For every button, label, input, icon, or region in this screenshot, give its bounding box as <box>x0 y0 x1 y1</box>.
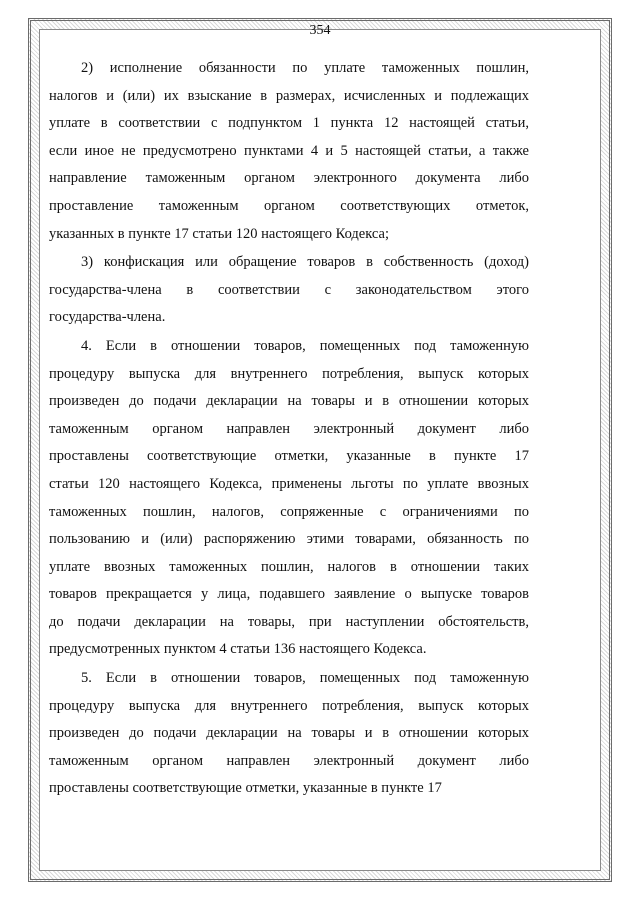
text-line: таможенных пошлин, налогов, сопряженные с ограничениями по <box>49 503 529 520</box>
text-line: проставлены соответствующие отметки, указанные в пункте 17 <box>49 780 442 797</box>
page-number: 354 <box>309 23 331 38</box>
paragraph-p3 <box>49 249 529 332</box>
text-line: уплате ввозных таможенных пошлин, налогов в отношении таких <box>49 558 529 575</box>
paragraph-p4 <box>49 333 529 664</box>
document-body <box>49 55 529 803</box>
text-line: процедуру выпуска для внутреннего потребления, выпуск которых <box>49 697 529 714</box>
text-line: указанных в пункте 17 статьи 120 настоящего Кодекса; <box>49 225 389 242</box>
text-line: государства-члена. <box>49 309 166 326</box>
paragraph-p2 <box>49 55 529 248</box>
text-line: государства-члена в соответствии с законодательством этого <box>49 281 529 298</box>
text-line: проставлены соответствующие отметки, указанные в пункте 17 <box>49 448 529 465</box>
text-line: таможенным органом направлен электронный документ либо <box>49 420 529 437</box>
text-line: произведен до подачи декларации на товары и в отношении которых <box>49 725 529 742</box>
text-line: предусмотренных пунктом 4 статьи 136 настоящего Кодекса. <box>49 641 427 658</box>
text-line: уплате в соответствии с подпунктом 1 пункта 12 настоящей статьи, <box>49 115 529 132</box>
text-line: пользованию и (или) распоряжению этими товарами, обязанность по <box>49 531 529 548</box>
text-line: товаров прекращается у лица, подавшего заявление о выпуске товаров <box>49 586 529 603</box>
text-line: таможенным органом направлен электронный документ либо <box>49 752 529 769</box>
text-line: налогов и (или) их взыскание в размерах, исчисленных и подлежащих <box>49 87 529 104</box>
text-line: 5. Если в отношении товаров, помещенных под таможенную <box>81 670 529 687</box>
text-line: статьи 120 настоящего Кодекса, применены льготы по уплате ввозных <box>49 475 529 492</box>
text-line: до подачи декларации на товары, при наступлении обстоятельств, <box>49 613 529 630</box>
text-line: 2) исполнение обязанности по уплате таможенных пошлин, <box>81 60 529 76</box>
text-line: 4. Если в отношении товаров, помещенных под таможенную <box>81 337 529 354</box>
paragraph-p5 <box>49 665 529 803</box>
text-line: процедуру выпуска для внутреннего потребления, выпуск которых <box>49 365 529 382</box>
text-line: направление таможенным органом электронного документа либо <box>49 170 529 187</box>
text-line: проставление таможенным органом соответствующих отметок, <box>49 197 529 214</box>
text-line: 3) конфискация или обращение товаров в собственность (доход) <box>81 254 529 271</box>
text-line: если иное не предусмотрено пунктами 4 и 5 настоящей статьи, а также <box>49 142 529 159</box>
text-line: произведен до подачи декларации на товары и в отношении которых <box>49 393 529 410</box>
